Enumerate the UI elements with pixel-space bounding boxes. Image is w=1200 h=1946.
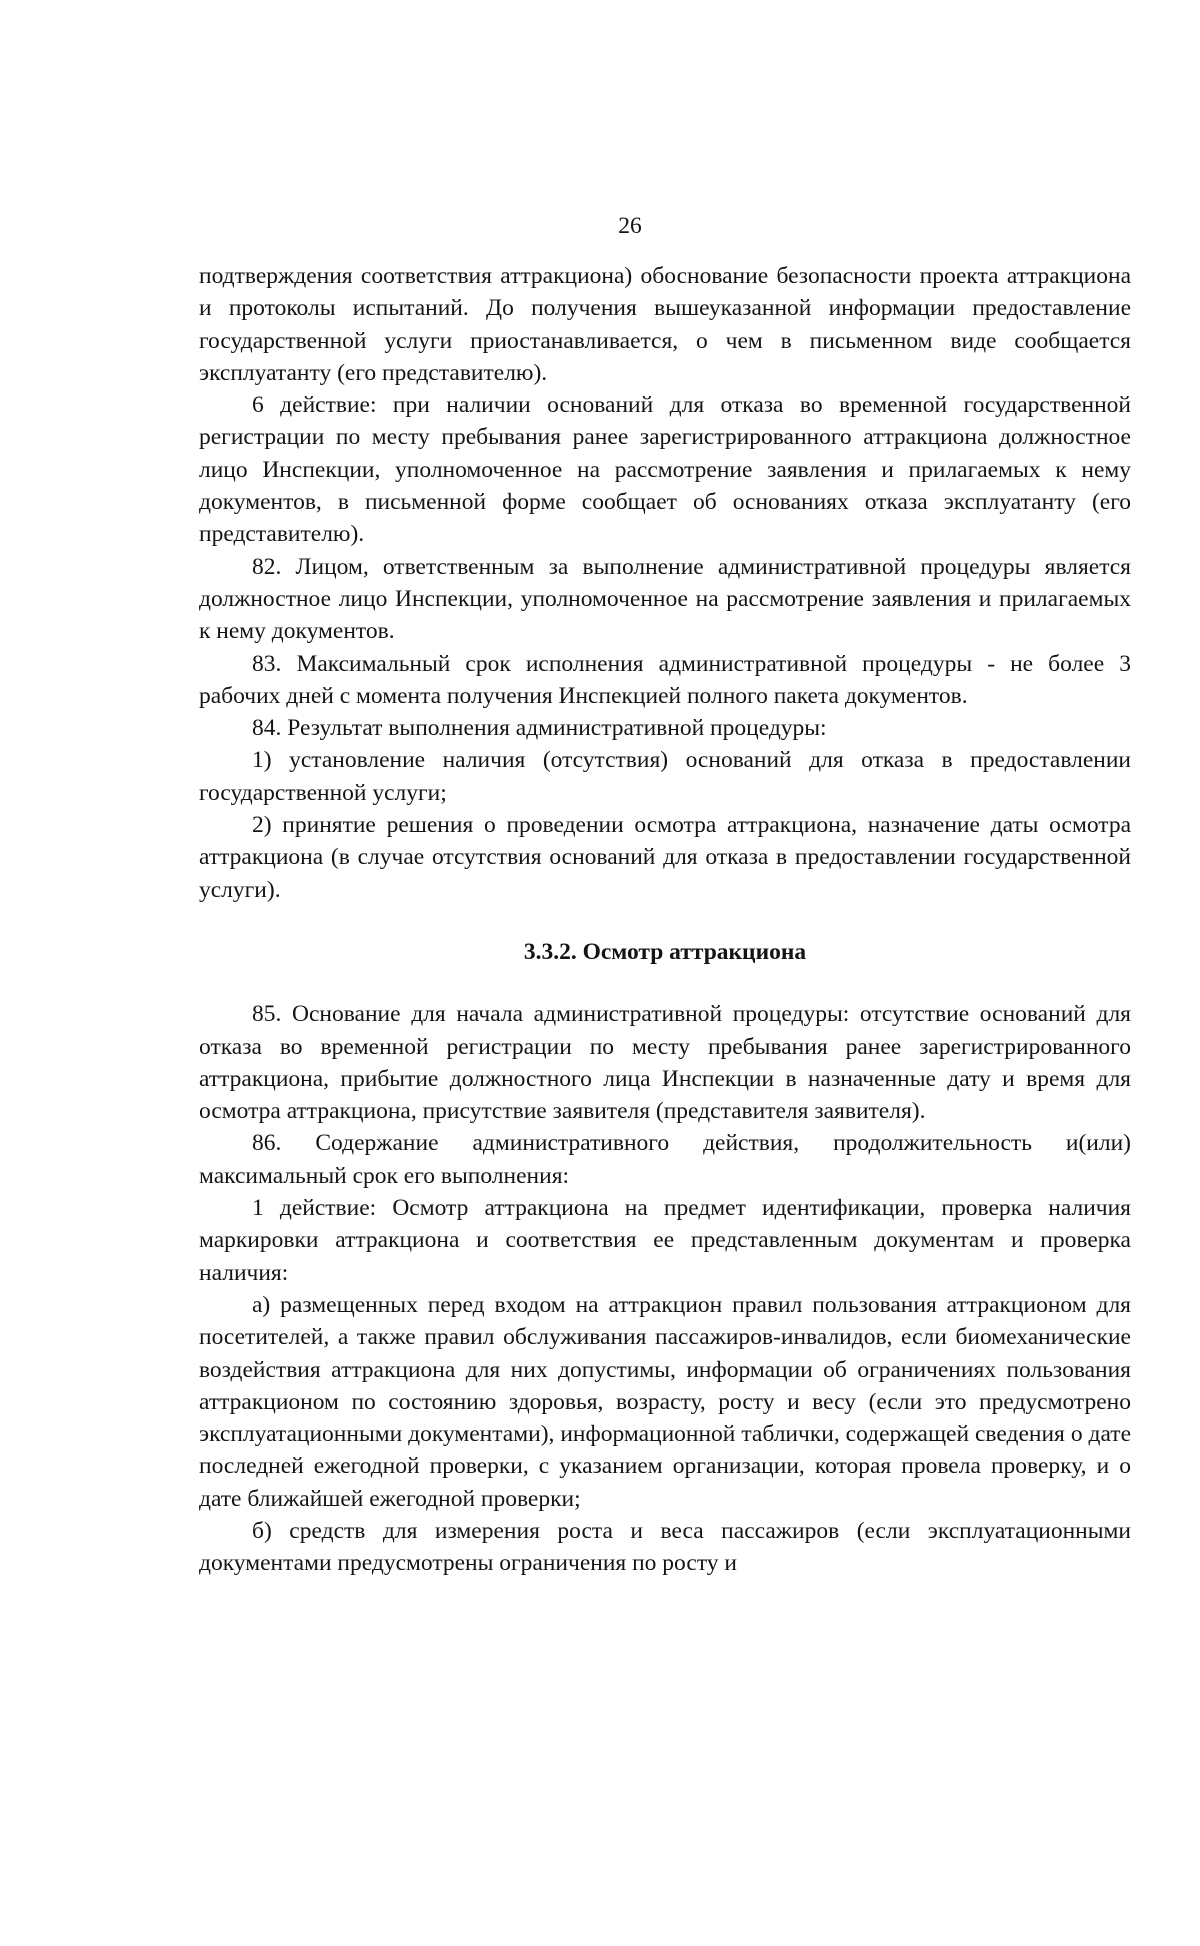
- paragraph: 82. Лицом, ответственным за выполнение административной процедуры является должностное лицо Инспекции, уполномоченное на рассмотрение заявления и прилагаемых к нему документов.: [199, 553, 1131, 645]
- paragraph: 84. Результат выполнения административной процедуры:: [252, 715, 827, 742]
- paragraph: 1) установление наличия (отсутствия) оснований для отказа в предоставлении государственной услуги;: [199, 747, 1131, 806]
- paragraph: 6 действие: при наличии оснований для отказа во временной государственной регистрации по месту пребывания ранее зарегистрированного аттракциона должностное лицо Инспекции, уполномоченное на рассмотрение заявления и прилагаемых к нему документов, в письменной форме сообщает об основаниях отказа эксплуатанту (его представителю).: [199, 392, 1131, 548]
- paragraph: 2) принятие решения о проведении осмотра аттракциона, назначение даты осмотра аттракциона (в случае отсутствия оснований для отказа в предоставлении государственной услуги).: [199, 812, 1131, 903]
- page-number: 26: [618, 213, 642, 239]
- paragraph: 1 действие: Осмотр аттракциона на предмет идентификации, проверка наличия маркировки аттракциона и соответствия ее представленным документам и проверка наличия:: [199, 1195, 1131, 1286]
- paragraph: б) средств для измерения роста и веса пассажиров (если эксплуатационными документами предусмотрены ограничения по росту и: [199, 1517, 1131, 1577]
- paragraph: подтверждения соответствия аттракциона) обоснование безопасности проекта аттракциона и протоколы испытаний. До получения вышеуказанной информации предоставление государственной услуги приостанавливается, о чем в письменном виде сообщается эксплуатанту (его представителю).: [199, 263, 1131, 386]
- paragraph: а) размещенных перед входом на аттракцион правил пользования аттракционом для посетителей, а также правил обслуживания пассажиров-инвалидов, если биомеханические воздействия аттракциона для них допустимы, информации об ограничениях пользования аттракционом по состоянию здоровья, возрасту, росту и весу (если это предусмотрено эксплуатационными документами), информационной таблички, содержащей сведения о дате последней ежегодной проверки, с указанием организации, которая провела проверку, и о дате ближайшей ежегодной проверки;: [199, 1291, 1131, 1512]
- paragraph: 85. Основание для начала административной процедуры: отсутствие оснований для отказа во временной регистрации по месту пребывания ранее зарегистрированного аттракциона, прибытие должностного лица Инспекции в назначенные дату и время для осмотра аттракциона, присутствие заявителя (представителя заявителя).: [199, 1001, 1131, 1125]
- paragraph: 86. Содержание административного действия, продолжительность и(или) максимальный срок его выполнения:: [199, 1130, 1131, 1189]
- document-body: [199, 260, 1131, 1580]
- section-heading: 3.3.2. Осмотр аттракциона: [523, 938, 807, 965]
- paragraph: 83. Максимальный срок исполнения административной процедуры - не более 3 рабочих дней с момента получения Инспекцией полного пакета документов.: [199, 650, 1131, 709]
